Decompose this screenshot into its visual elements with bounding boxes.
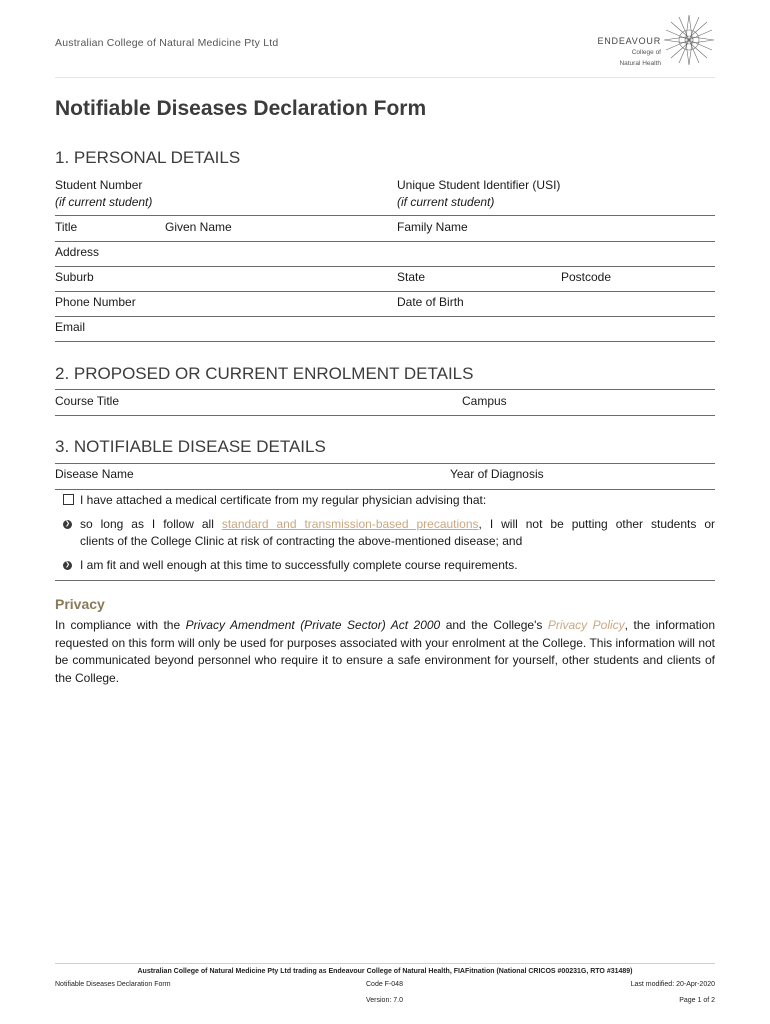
- checkbox-label: I have attached a medical certificate from my regular physician advising that:: [80, 493, 487, 507]
- row-divider: [55, 580, 715, 581]
- family-name-field[interactable]: Family Name: [397, 220, 468, 234]
- row-divider: [55, 215, 715, 216]
- bullet-1-line-1: so long as I follow all standard and transmission-based precautions, I will not be putting other students or: [80, 517, 716, 531]
- campus-field[interactable]: Campus: [462, 394, 507, 408]
- footer-version: Version: 7.0: [366, 997, 403, 1004]
- row-divider: [55, 241, 715, 242]
- logo-sub-text-1: College of: [631, 49, 661, 56]
- usi-sub: (if current student): [397, 195, 495, 209]
- footer-form-name: Notifiable Diseases Declaration Form: [55, 981, 171, 988]
- disease-name-field[interactable]: Disease Name: [55, 467, 134, 481]
- title-field[interactable]: Title: [55, 220, 78, 234]
- bullet-arrow-icon: ❯: [64, 521, 71, 527]
- given-name-field[interactable]: Given Name: [165, 220, 232, 234]
- row-divider: [55, 389, 715, 390]
- footer-page-number: Page 1 of 2: [679, 997, 715, 1004]
- row-divider: [55, 463, 715, 464]
- organisation-name: Australian College of Natural Medicine Pty Ltd: [55, 37, 279, 49]
- logo-main-text: ENDEAVOUR: [597, 36, 661, 46]
- bullet-1-line-2: clients of the College Clinic at risk of contracting the above-mentioned disease; and: [80, 534, 523, 548]
- section-1-heading: 1. PERSONAL DETAILS: [55, 148, 241, 167]
- date-of-birth-field[interactable]: Date of Birth: [397, 295, 464, 309]
- usi-label: Unique Student Identifier (USI): [397, 178, 561, 192]
- footer-legal-text: Australian College of Natural Medicine Pty Ltd trading as Endeavour College of Natural Health, FIAFitnation (National CRICOS #00231G, RTO #31489): [137, 968, 633, 975]
- privacy-heading: Privacy: [55, 596, 105, 612]
- row-divider: [55, 316, 715, 317]
- logo-sub-text-2: Natural Health: [619, 59, 661, 67]
- year-of-diagnosis-field[interactable]: Year of Diagnosis: [450, 467, 544, 481]
- phone-number-field[interactable]: Phone Number: [55, 295, 136, 309]
- state-field[interactable]: State: [397, 270, 426, 284]
- medical-certificate-checkbox[interactable]: [63, 494, 74, 505]
- student-number-sub: (if current student): [55, 195, 153, 209]
- row-divider: [55, 415, 715, 416]
- page-title: Notifiable Diseases Declaration Form: [55, 97, 427, 120]
- postcode-field[interactable]: Postcode: [561, 270, 612, 284]
- privacy-policy-link[interactable]: Privacy Policy: [547, 618, 625, 632]
- row-divider: [55, 341, 715, 342]
- page-header: [55, 0, 715, 78]
- footer-code: Code F-048: [366, 981, 403, 988]
- footer-divider: [55, 963, 715, 964]
- row-divider: [55, 291, 715, 292]
- section-3-heading: 3. NOTIFIABLE DISEASE DETAILS: [55, 437, 326, 456]
- bullet-2: I am fit and well enough at this time to successfully complete course requirements.: [80, 558, 518, 572]
- student-number-label: Student Number: [55, 178, 143, 192]
- footer-last-modified: Last modified: 20-Apr-2020: [630, 981, 715, 988]
- suburb-field[interactable]: Suburb: [55, 270, 94, 284]
- privacy-act-title: Privacy Amendment (Private Sector) Act 2000: [185, 618, 441, 632]
- compass-rose-icon: [663, 14, 715, 66]
- email-field[interactable]: Email: [55, 320, 86, 334]
- course-title-field[interactable]: Course Title: [55, 394, 120, 408]
- bullet-arrow-icon: ❯: [64, 562, 71, 568]
- endeavour-logo: [575, 14, 715, 70]
- privacy-paragraph: In compliance with the Privacy Amendment (Private Sector) Act 2000 and the College's Privacy Policy, the information requested on this form will only be used for purposes associated with your enrolment at the College. This information will not be communicated beyond personnel who require it to ensure a safe environment for yourself, other students and clients of the College.: [55, 618, 716, 685]
- row-divider: [55, 489, 715, 490]
- section-2-heading: 2. PROPOSED OR CURRENT ENROLMENT DETAILS: [55, 364, 474, 383]
- row-divider: [55, 266, 715, 267]
- address-field[interactable]: Address: [55, 245, 100, 259]
- precautions-link[interactable]: standard and transmission-based precautions: [221, 517, 479, 531]
